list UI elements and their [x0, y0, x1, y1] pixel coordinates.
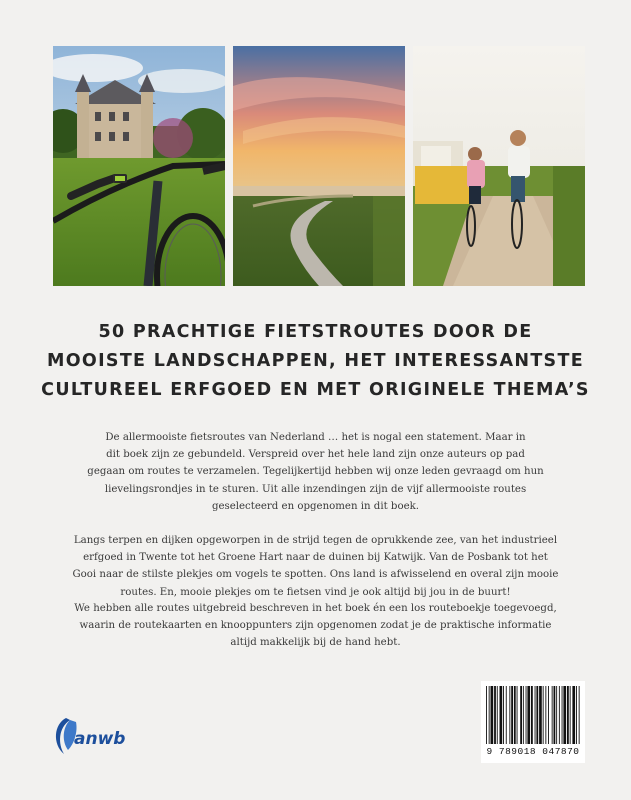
barcode-bar	[554, 686, 556, 744]
barcode-bar	[562, 686, 563, 744]
text-line: Gooi naar de stilste plekjes om vogels te spotten. Ons land is afwisselend en overal zijn mooie	[72, 569, 559, 581]
barcode-bar	[563, 686, 566, 744]
barcode-bars	[485, 686, 581, 744]
anwb-logo-text: anwb	[74, 729, 126, 749]
barcode-bar	[559, 686, 560, 744]
barcode-bar	[491, 686, 494, 744]
routes-paragraph	[60, 600, 571, 652]
barcode-bar	[536, 686, 538, 744]
text-line: waarin de routekaarten en knooppunters zijn opgenomen zodat je de praktische informatie	[79, 620, 552, 632]
landscape-paragraph	[60, 532, 571, 601]
anwb-logo	[52, 714, 132, 758]
barcode-bar	[539, 686, 542, 744]
barcode-bar	[523, 686, 524, 744]
headline	[40, 318, 591, 405]
barcode-bar	[556, 686, 557, 744]
text-line: routes. En, mooie plekjes om te fietsen vind je ook altijd bij jou in de buurt!	[120, 586, 511, 598]
sunset-path-photo	[233, 46, 405, 286]
barcode-bar	[494, 686, 496, 744]
barcode-bar	[567, 686, 569, 744]
barcode-bar	[500, 686, 503, 744]
barcode-bar	[543, 686, 544, 744]
text-line: erfgoed in Twente tot het Groene Hart naar de duinen bij Katwijk. Van de Posbank tot het	[83, 552, 548, 564]
barcode-bar	[497, 686, 498, 744]
barcode-bar	[527, 686, 530, 744]
text-line: altijd makkelijk bij de hand hebt.	[230, 637, 401, 649]
text-line: gegaan om routes te verzamelen. Tegelijkertijd hebben wij onze leden gevraagd om hun	[87, 466, 544, 478]
intro-paragraph	[60, 429, 571, 515]
barcode-bar	[526, 686, 527, 744]
barcode-bar	[579, 686, 580, 744]
barcode-bar	[552, 686, 553, 744]
barcode-bar	[506, 686, 507, 744]
barcode-bar	[489, 686, 490, 744]
headline-line: CULTUREEL ERFGOED EN MET ORIGINELE THEMA’S	[41, 380, 590, 400]
barcode-bar	[548, 686, 549, 744]
barcode-bar	[535, 686, 536, 744]
barcode-bar	[570, 686, 571, 744]
text-line: dit boek zijn ze gebundeld. Verspreid over het hele land zijn onze auteurs op pad	[106, 449, 525, 461]
headline-line: MOOISTE LANDSCHAPPEN, HET INTERESSANTSTE	[47, 351, 584, 371]
barcode-bar	[572, 686, 575, 744]
photo-strip	[53, 46, 585, 286]
barcode-bar	[517, 686, 518, 744]
text-line: Langs terpen en dijken opgeworpen in de strijd tegen de oprukkende zee, van het industrieel	[73, 535, 558, 546]
barcode-bar	[509, 686, 510, 744]
barcode-bar	[520, 686, 522, 744]
barcode-bar	[531, 686, 533, 744]
text-line: We hebben alle routes uitgebreid beschreven in het boek én een los routeboekje toegevoegd,	[74, 603, 557, 614]
barcode-bar	[576, 686, 577, 744]
text-line: lievelingsrondjes in te sturen. Uit alle inzendingen zijn de vijf allermooiste routes	[104, 483, 527, 495]
barcode-bar	[511, 686, 513, 744]
barcode-bar	[514, 686, 516, 744]
cyclists-photo	[413, 46, 585, 286]
barcode-bar	[545, 686, 546, 744]
castle-bicycle-photo	[53, 46, 225, 286]
barcode-bar	[486, 686, 487, 744]
isbn-barcode	[481, 681, 585, 763]
text-line: De allermooiste fietsroutes van Nederland … het is nogal een statement. Maar in	[105, 432, 526, 443]
headline-line: 50 PRACHTIGE FIETSTROUTES DOOR DE	[98, 322, 533, 342]
text-line: geselecteerd en opgenomen in dit boek.	[211, 500, 420, 512]
isbn-number: 9 789018 047870	[486, 746, 580, 757]
barcode-bar	[503, 686, 504, 744]
